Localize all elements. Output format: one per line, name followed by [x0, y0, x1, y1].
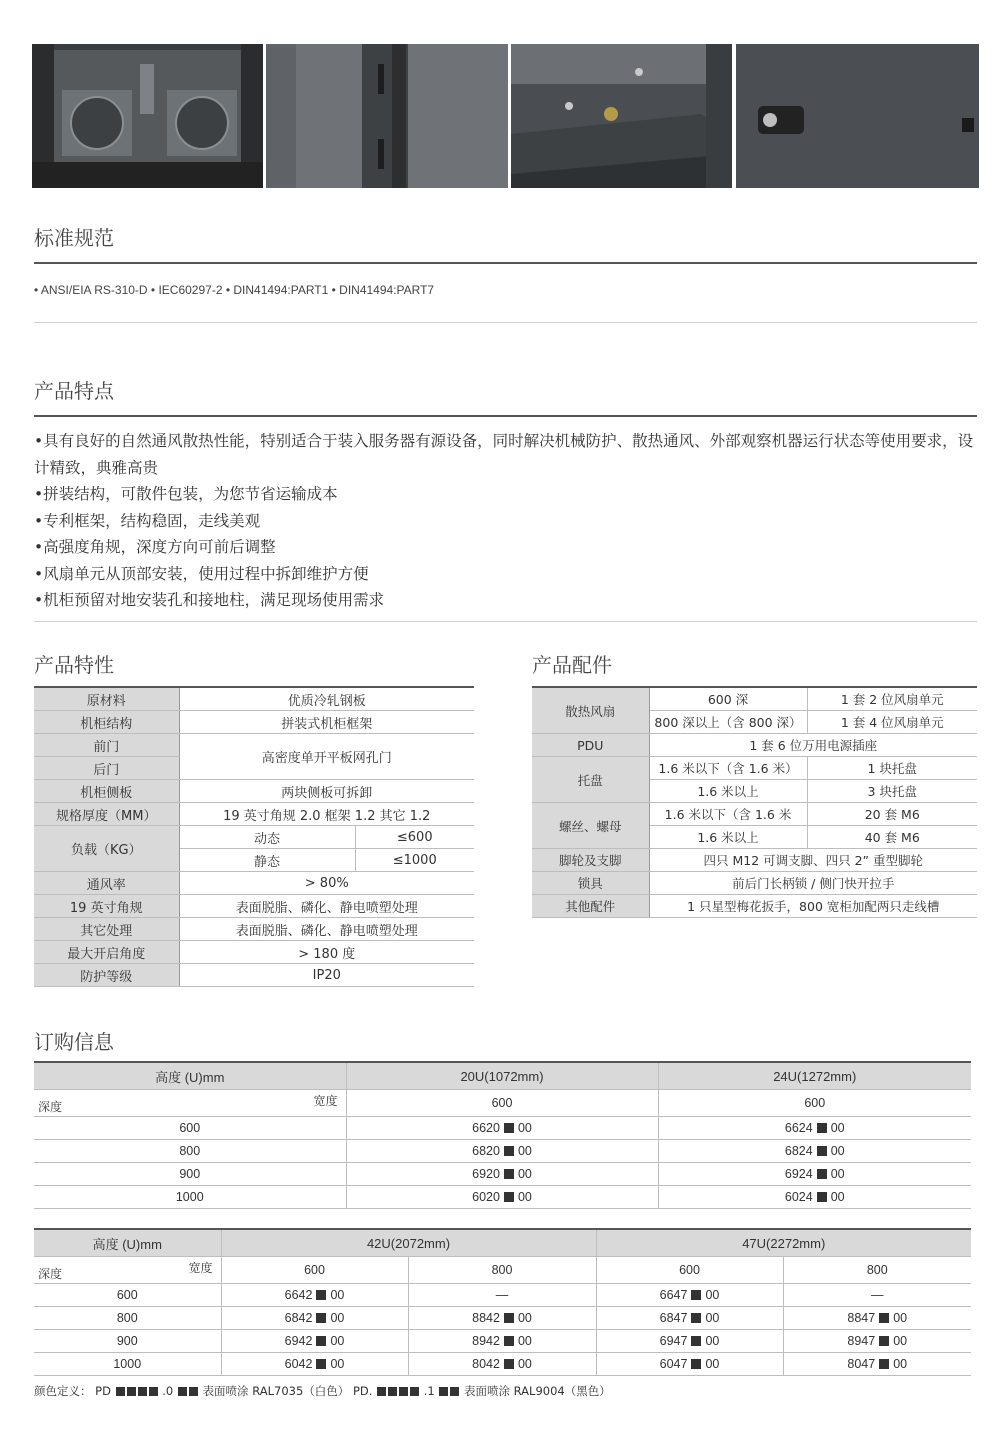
color-placeholder-icon: [691, 1336, 701, 1346]
table-row: [34, 1140, 971, 1163]
order-empty-cell: —: [783, 1284, 971, 1307]
acc-value: 1 块托盘: [807, 757, 977, 780]
acc-value: 前后门长柄锁 / 侧门快开拉手: [649, 872, 977, 895]
spec-value: > 80%: [179, 872, 474, 895]
order-code: 6842: [284, 1311, 313, 1325]
order-code: 6924: [784, 1167, 813, 1181]
acc-value: 20 套 M6: [807, 803, 977, 826]
footnote-black-mid: .1: [423, 1384, 435, 1398]
spec-label: 最大开启角度: [34, 941, 179, 964]
order-code-cell: [596, 1330, 783, 1353]
feature-item: •专利框架，结构稳固，走线美观: [34, 511, 261, 530]
order-code-cell: [346, 1186, 658, 1209]
color-placeholder-icon: [879, 1336, 889, 1346]
spec-label: 后门: [34, 757, 179, 780]
divider: [34, 621, 977, 622]
acc-label: 其他配件: [532, 895, 649, 918]
divider: [34, 415, 977, 417]
order-code: 6647: [659, 1288, 688, 1302]
order-suffix: 00: [893, 1334, 908, 1348]
order-depth: 1000: [34, 1186, 346, 1209]
acc-label: 脚轮及支脚: [532, 849, 649, 872]
order-table-2: [34, 1228, 971, 1376]
color-placeholder-icon: [691, 1359, 701, 1369]
order-code: 6024: [784, 1190, 813, 1204]
color-placeholder-icon: [879, 1359, 889, 1369]
color-placeholder-icon: [504, 1169, 514, 1179]
order-code-cell: [221, 1353, 408, 1376]
acc-value: 1 套 6 位万用电源插座: [649, 734, 977, 757]
order-col-header: 20U(1072mm): [346, 1062, 658, 1090]
footnote-white-mid: .0: [162, 1384, 174, 1398]
feature-item: •具有良好的自然通风散热性能，特别适合于装入服务器有源设备，同时解决机械防护、散热通风、外部观察机器运行状态等使用要求，设计精致，典雅高贵: [34, 432, 974, 477]
order-suffix: 00: [830, 1144, 845, 1158]
spec-sub-label: 动态: [179, 826, 355, 849]
order-code-cell: [408, 1353, 596, 1376]
placeholder-square-icon: [410, 1387, 419, 1396]
order-width: 800: [783, 1257, 971, 1284]
spec-value: 表面脱脂、磷化、静电喷塑处理: [179, 918, 474, 941]
specs-table: [34, 686, 474, 987]
order-code-cell: [658, 1140, 971, 1163]
order-suffix: 00: [517, 1167, 532, 1181]
acc-cond: 1.6 米以下（含 1.6 米）: [649, 757, 807, 780]
order-code-cell: [658, 1117, 971, 1140]
color-placeholder-icon: [316, 1313, 326, 1323]
footnote-black-text: 表面喷涂 RAL9004（黑色）: [464, 1384, 611, 1398]
color-placeholder-icon: [504, 1123, 514, 1133]
order-width: 600: [221, 1257, 408, 1284]
order-code-cell: [346, 1117, 658, 1140]
order-suffix: 00: [705, 1311, 720, 1325]
placeholder-square-icon: [399, 1387, 408, 1396]
order-width: 600: [346, 1090, 658, 1117]
accessories-title: 产品配件: [532, 653, 612, 677]
order-suffix: 00: [517, 1121, 532, 1135]
spec-value: 优质冷轧钢板: [179, 687, 474, 711]
order-col-header: 42U(2072mm): [221, 1229, 596, 1257]
placeholder-square-icon: [439, 1387, 448, 1396]
placeholder-square-icon: [138, 1387, 147, 1396]
feature-item: •高强度角规，深度方向可前后调整: [34, 538, 276, 556]
depth-label: 深度: [38, 1100, 63, 1114]
order-code: 6942: [284, 1334, 313, 1348]
order-code: 8042: [472, 1357, 500, 1371]
color-placeholder-icon: [504, 1336, 514, 1346]
spec-value: ≤600: [355, 826, 474, 849]
order-code: 6847: [659, 1311, 688, 1325]
divider: [34, 262, 977, 264]
feature-item: •风扇单元从顶部安装，使用过程中拆卸维护方便: [34, 564, 369, 583]
acc-value: 1 套 2 位风扇单元: [807, 687, 977, 711]
order-code-cell: [783, 1307, 971, 1330]
order-code-cell: [346, 1140, 658, 1163]
order-code-cell: [596, 1307, 783, 1330]
divider: [34, 322, 977, 323]
table-row: [34, 1163, 971, 1186]
color-placeholder-icon: [316, 1359, 326, 1369]
feature-item: •拼装结构，可散件包装，为您节省运输成本: [34, 485, 338, 503]
depth-label: 深度: [38, 1267, 63, 1281]
order-suffix: 00: [893, 1357, 908, 1371]
order-col-header: 47U(2272mm): [596, 1229, 971, 1257]
photo-lock: [736, 44, 979, 188]
order-suffix: 00: [705, 1334, 720, 1348]
standards-title: 标准规范: [34, 226, 114, 250]
photo-rail: [266, 44, 508, 188]
order-suffix: 00: [330, 1334, 345, 1348]
spec-label: 其它处理: [34, 918, 179, 941]
placeholder-square-icon: [189, 1387, 198, 1396]
spec-label: 前门: [34, 734, 179, 757]
acc-label: 锁具: [532, 872, 649, 895]
spec-value: > 180 度: [179, 941, 474, 964]
order-code: 6820: [472, 1144, 500, 1158]
acc-cond: 1.6 米以上: [649, 826, 807, 849]
table-row: [34, 1186, 971, 1209]
order-code-cell: [783, 1330, 971, 1353]
order-depth: 600: [34, 1117, 346, 1140]
order-code-cell: [658, 1163, 971, 1186]
order-suffix: 00: [893, 1311, 908, 1325]
order-code: 6042: [284, 1357, 313, 1371]
photo-base: [511, 44, 732, 188]
color-placeholder-icon: [504, 1192, 514, 1202]
color-placeholder-icon: [817, 1123, 827, 1133]
order-suffix: 00: [330, 1311, 345, 1325]
order-suffix: 00: [330, 1288, 345, 1302]
spec-label: 19 英寸角规: [34, 895, 179, 918]
spec-sub-label: 静态: [179, 849, 355, 872]
order-suffix: 00: [830, 1190, 845, 1204]
order-table-1: [34, 1061, 971, 1209]
acc-cond: 600 深: [649, 687, 807, 711]
order-col-header: 24U(1272mm): [658, 1062, 971, 1090]
order-code-cell: [596, 1284, 783, 1307]
color-placeholder-icon: [504, 1359, 514, 1369]
order-code: 8047: [847, 1357, 876, 1371]
color-placeholder-icon: [817, 1146, 827, 1156]
footnote-white-text: 表面喷涂 RAL7035（白色） PD.: [202, 1384, 373, 1398]
width-label: 宽度: [313, 1094, 338, 1108]
color-placeholder-icon: [879, 1313, 889, 1323]
order-code: 8947: [847, 1334, 876, 1348]
acc-cond: 1.6 米以上: [649, 780, 807, 803]
placeholder-square-icon: [149, 1387, 158, 1396]
spec-value: ≤1000: [355, 849, 474, 872]
spec-label: 规格厚度（MM）: [34, 803, 179, 826]
order-code-cell: [221, 1307, 408, 1330]
order-code-cell: [221, 1330, 408, 1353]
table-row: [34, 1307, 971, 1330]
color-placeholder-icon: [504, 1313, 514, 1323]
acc-label: 散热风扇: [532, 687, 649, 734]
order-width: 600: [596, 1257, 783, 1284]
order-height-label: 高度 (U)mm: [34, 1062, 346, 1090]
table-row: [34, 1117, 971, 1140]
order-code: 8842: [472, 1311, 500, 1325]
order-code: 6620: [472, 1121, 500, 1135]
width-label: 宽度: [188, 1261, 213, 1275]
order-suffix: 00: [830, 1121, 845, 1135]
order-code-cell: [596, 1353, 783, 1376]
placeholder-square-icon: [116, 1387, 125, 1396]
acc-value: 3 块托盘: [807, 780, 977, 803]
placeholder-square-icon: [388, 1387, 397, 1396]
order-code: 6824: [784, 1144, 813, 1158]
order-depth: 1000: [34, 1353, 221, 1376]
photo-fans: [32, 44, 263, 188]
acc-value: 1 套 4 位风扇单元: [807, 711, 977, 734]
order-code-cell: [658, 1186, 971, 1209]
order-depth: 900: [34, 1163, 346, 1186]
color-placeholder-icon: [691, 1290, 701, 1300]
order-depth: 600: [34, 1284, 221, 1307]
spec-label: 原材料: [34, 687, 179, 711]
standards-list: • ANSI/EIA RS-310-D • IEC60297-2 • DIN41494:PART1 • DIN41494:PART7: [34, 283, 435, 297]
order-suffix: 00: [330, 1357, 345, 1371]
features-list: [34, 428, 978, 614]
acc-label: 螺丝、螺母: [532, 803, 649, 849]
order-code: 6947: [659, 1334, 688, 1348]
acc-value: 1 只星型梅花扳手，800 宽柜加配两只走线槽: [649, 895, 977, 918]
order-code: 6642: [284, 1288, 313, 1302]
placeholder-square-icon: [178, 1387, 187, 1396]
order-code: 6624: [784, 1121, 813, 1135]
spec-value: IP20: [179, 964, 474, 987]
order-diag-cell: [34, 1090, 346, 1117]
order-suffix: 00: [517, 1311, 532, 1325]
order-code: 6920: [472, 1167, 500, 1181]
order-code-cell: [408, 1307, 596, 1330]
color-placeholder-icon: [316, 1290, 326, 1300]
order-suffix: 00: [517, 1190, 532, 1204]
color-placeholder-icon: [817, 1192, 827, 1202]
order-empty-cell: —: [408, 1284, 596, 1307]
spec-label: 防护等级: [34, 964, 179, 987]
spec-label: 机柜结构: [34, 711, 179, 734]
order-suffix: 00: [517, 1144, 532, 1158]
footnote-prefix: 颜色定义： PD: [34, 1384, 111, 1398]
spec-label: 机柜侧板: [34, 780, 179, 803]
spec-value: 拼装式机柜框架: [179, 711, 474, 734]
order-code: 8847: [847, 1311, 876, 1325]
order-suffix: 00: [830, 1167, 845, 1181]
spec-value: 两块侧板可拆卸: [179, 780, 474, 803]
acc-label: PDU: [532, 734, 649, 757]
order-width: 600: [658, 1090, 971, 1117]
order-suffix: 00: [705, 1357, 720, 1371]
order-depth: 800: [34, 1307, 221, 1330]
order-depth: 900: [34, 1330, 221, 1353]
specs-title: 产品特性: [34, 653, 114, 677]
order-diag-cell: [34, 1257, 221, 1284]
order-code-cell: [408, 1330, 596, 1353]
order-code-cell: [346, 1163, 658, 1186]
color-footnote: [34, 1383, 611, 1399]
acc-label: 托盘: [532, 757, 649, 803]
order-code: 6047: [659, 1357, 688, 1371]
order-code: 6020: [472, 1190, 500, 1204]
order-suffix: 00: [705, 1288, 720, 1302]
acc-cond: 1.6 米以下（含 1.6 米: [649, 803, 807, 826]
spec-value: 高密度单开平板网孔门: [179, 734, 474, 780]
order-suffix: 00: [517, 1357, 532, 1371]
placeholder-square-icon: [127, 1387, 136, 1396]
table-row: [34, 1284, 971, 1307]
table-row: [34, 1330, 971, 1353]
order-suffix: 00: [517, 1334, 532, 1348]
order-depth: 800: [34, 1140, 346, 1163]
spec-value: 表面脱脂、磷化、静电喷塑处理: [179, 895, 474, 918]
accessories-table: [532, 686, 977, 918]
color-placeholder-icon: [504, 1146, 514, 1156]
order-code: 8942: [472, 1334, 500, 1348]
color-placeholder-icon: [691, 1313, 701, 1323]
acc-value: 四只 M12 可调支脚、四只 2” 重型脚轮: [649, 849, 977, 872]
color-placeholder-icon: [316, 1336, 326, 1346]
acc-cond: 800 深以上（含 800 深）: [649, 711, 807, 734]
acc-value: 40 套 M6: [807, 826, 977, 849]
features-title: 产品特点: [34, 379, 114, 403]
feature-item: •机柜预留对地安装孔和接地柱，满足现场使用需求: [34, 591, 385, 609]
color-placeholder-icon: [817, 1169, 827, 1179]
spec-label: 通风率: [34, 872, 179, 895]
order-title: 订购信息: [34, 1030, 114, 1054]
spec-label: 负载（KG）: [34, 826, 179, 872]
order-code-cell: [221, 1284, 408, 1307]
order-height-label: 高度 (U)mm: [34, 1229, 221, 1257]
spec-value: 19 英寸角规 2.0 框架 1.2 其它 1.2: [179, 803, 474, 826]
order-width: 800: [408, 1257, 596, 1284]
table-row: [34, 1353, 971, 1376]
order-code-cell: [783, 1353, 971, 1376]
placeholder-square-icon: [377, 1387, 386, 1396]
placeholder-square-icon: [450, 1387, 459, 1396]
